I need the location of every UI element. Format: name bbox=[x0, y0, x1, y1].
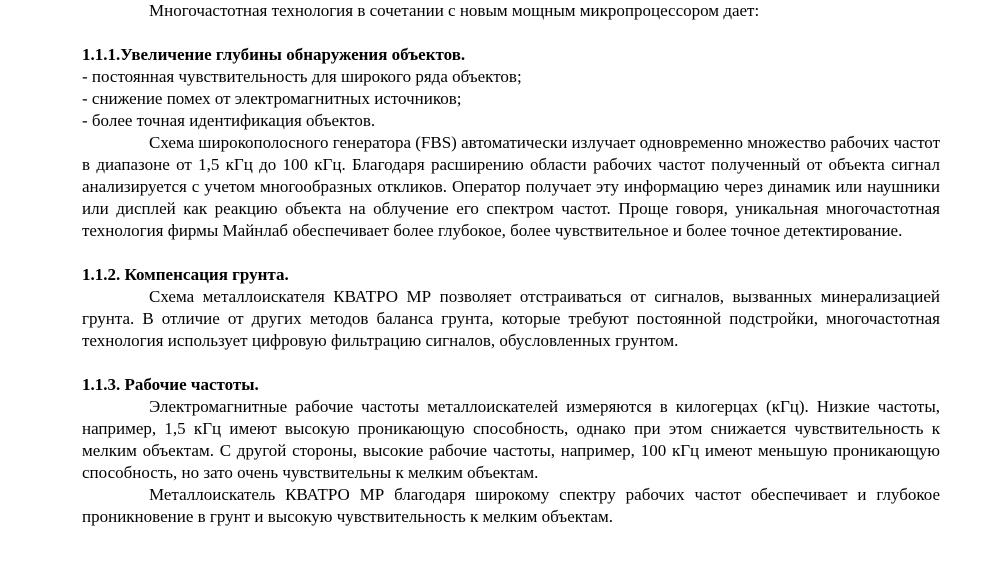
section-paragraph-1-1-3-a: Электромагнитные рабочие частоты металлоискателей измеряются в килогерцах (кГц). Низкие частоты, например, 1,5 кГц имеют высокую проникающую способность, однако при этом снижается чувствительность к мелким объектам. С другой стороны, высокие рабочие частоты, например, 100 кГц имеют меньшую проникающую способность, но зато очень чувствительны к мелким объектам. bbox=[82, 397, 940, 482]
document-page bbox=[82, 0, 940, 528]
bullet-item: - более точная идентификация объектов. bbox=[82, 111, 376, 130]
section-heading-1-1-1: 1.1.1.Увеличение глубины обнаружения объектов. bbox=[82, 45, 466, 64]
section-heading-1-1-2: 1.1.2. Компенсация грунта. bbox=[82, 265, 289, 284]
bullet-item: - снижение помех от электромагнитных источников; bbox=[82, 89, 462, 108]
section-paragraph-1-1-1: Схема широкополосного генератора (FBS) автоматически излучает одновременно множество рабочих частот в диапазоне от 1,5 кГц до 100 кГц. Благодаря расширению области рабочих частот полученный от объекта сигнал анализируется с учетом многообразных откликов. Оператор получает эту информацию через динамик или наушники или дисплей как реакцию объекта на облучение его спектром частот. Проще говоря, уникальная многочастотная технология фирмы Майнлаб обеспечивает более глубокое, более чувствительное и более точное детектирование. bbox=[82, 133, 940, 240]
section-paragraph-1-1-2: Схема металлоискателя КВАТРО МР позволяет отстраиваться от сигналов, вызванных минерализацией грунта. В отличие от других методов баланса грунта, которые требуют постоянной подстройки, многочастотная технология использует цифровую фильтрацию сигналов, обусловленных грунтом. bbox=[82, 287, 940, 350]
spacer bbox=[82, 242, 940, 264]
section-heading-1-1-3: 1.1.3. Рабочие частоты. bbox=[82, 375, 259, 394]
spacer bbox=[82, 352, 940, 374]
spacer bbox=[82, 22, 940, 44]
intro-line: Многочастотная технология в сочетании с новым мощным микропроцессором дает: bbox=[149, 1, 760, 20]
bullet-item: - постоянная чувствительность для широкого ряда объектов; bbox=[82, 67, 522, 86]
section-paragraph-1-1-3-b: Металлоискатель КВАТРО МР благодаря широкому спектру рабочих частот обеспечивает и глубокое проникновение в грунт и высокую чувствительность к мелким объектам. bbox=[82, 485, 940, 526]
